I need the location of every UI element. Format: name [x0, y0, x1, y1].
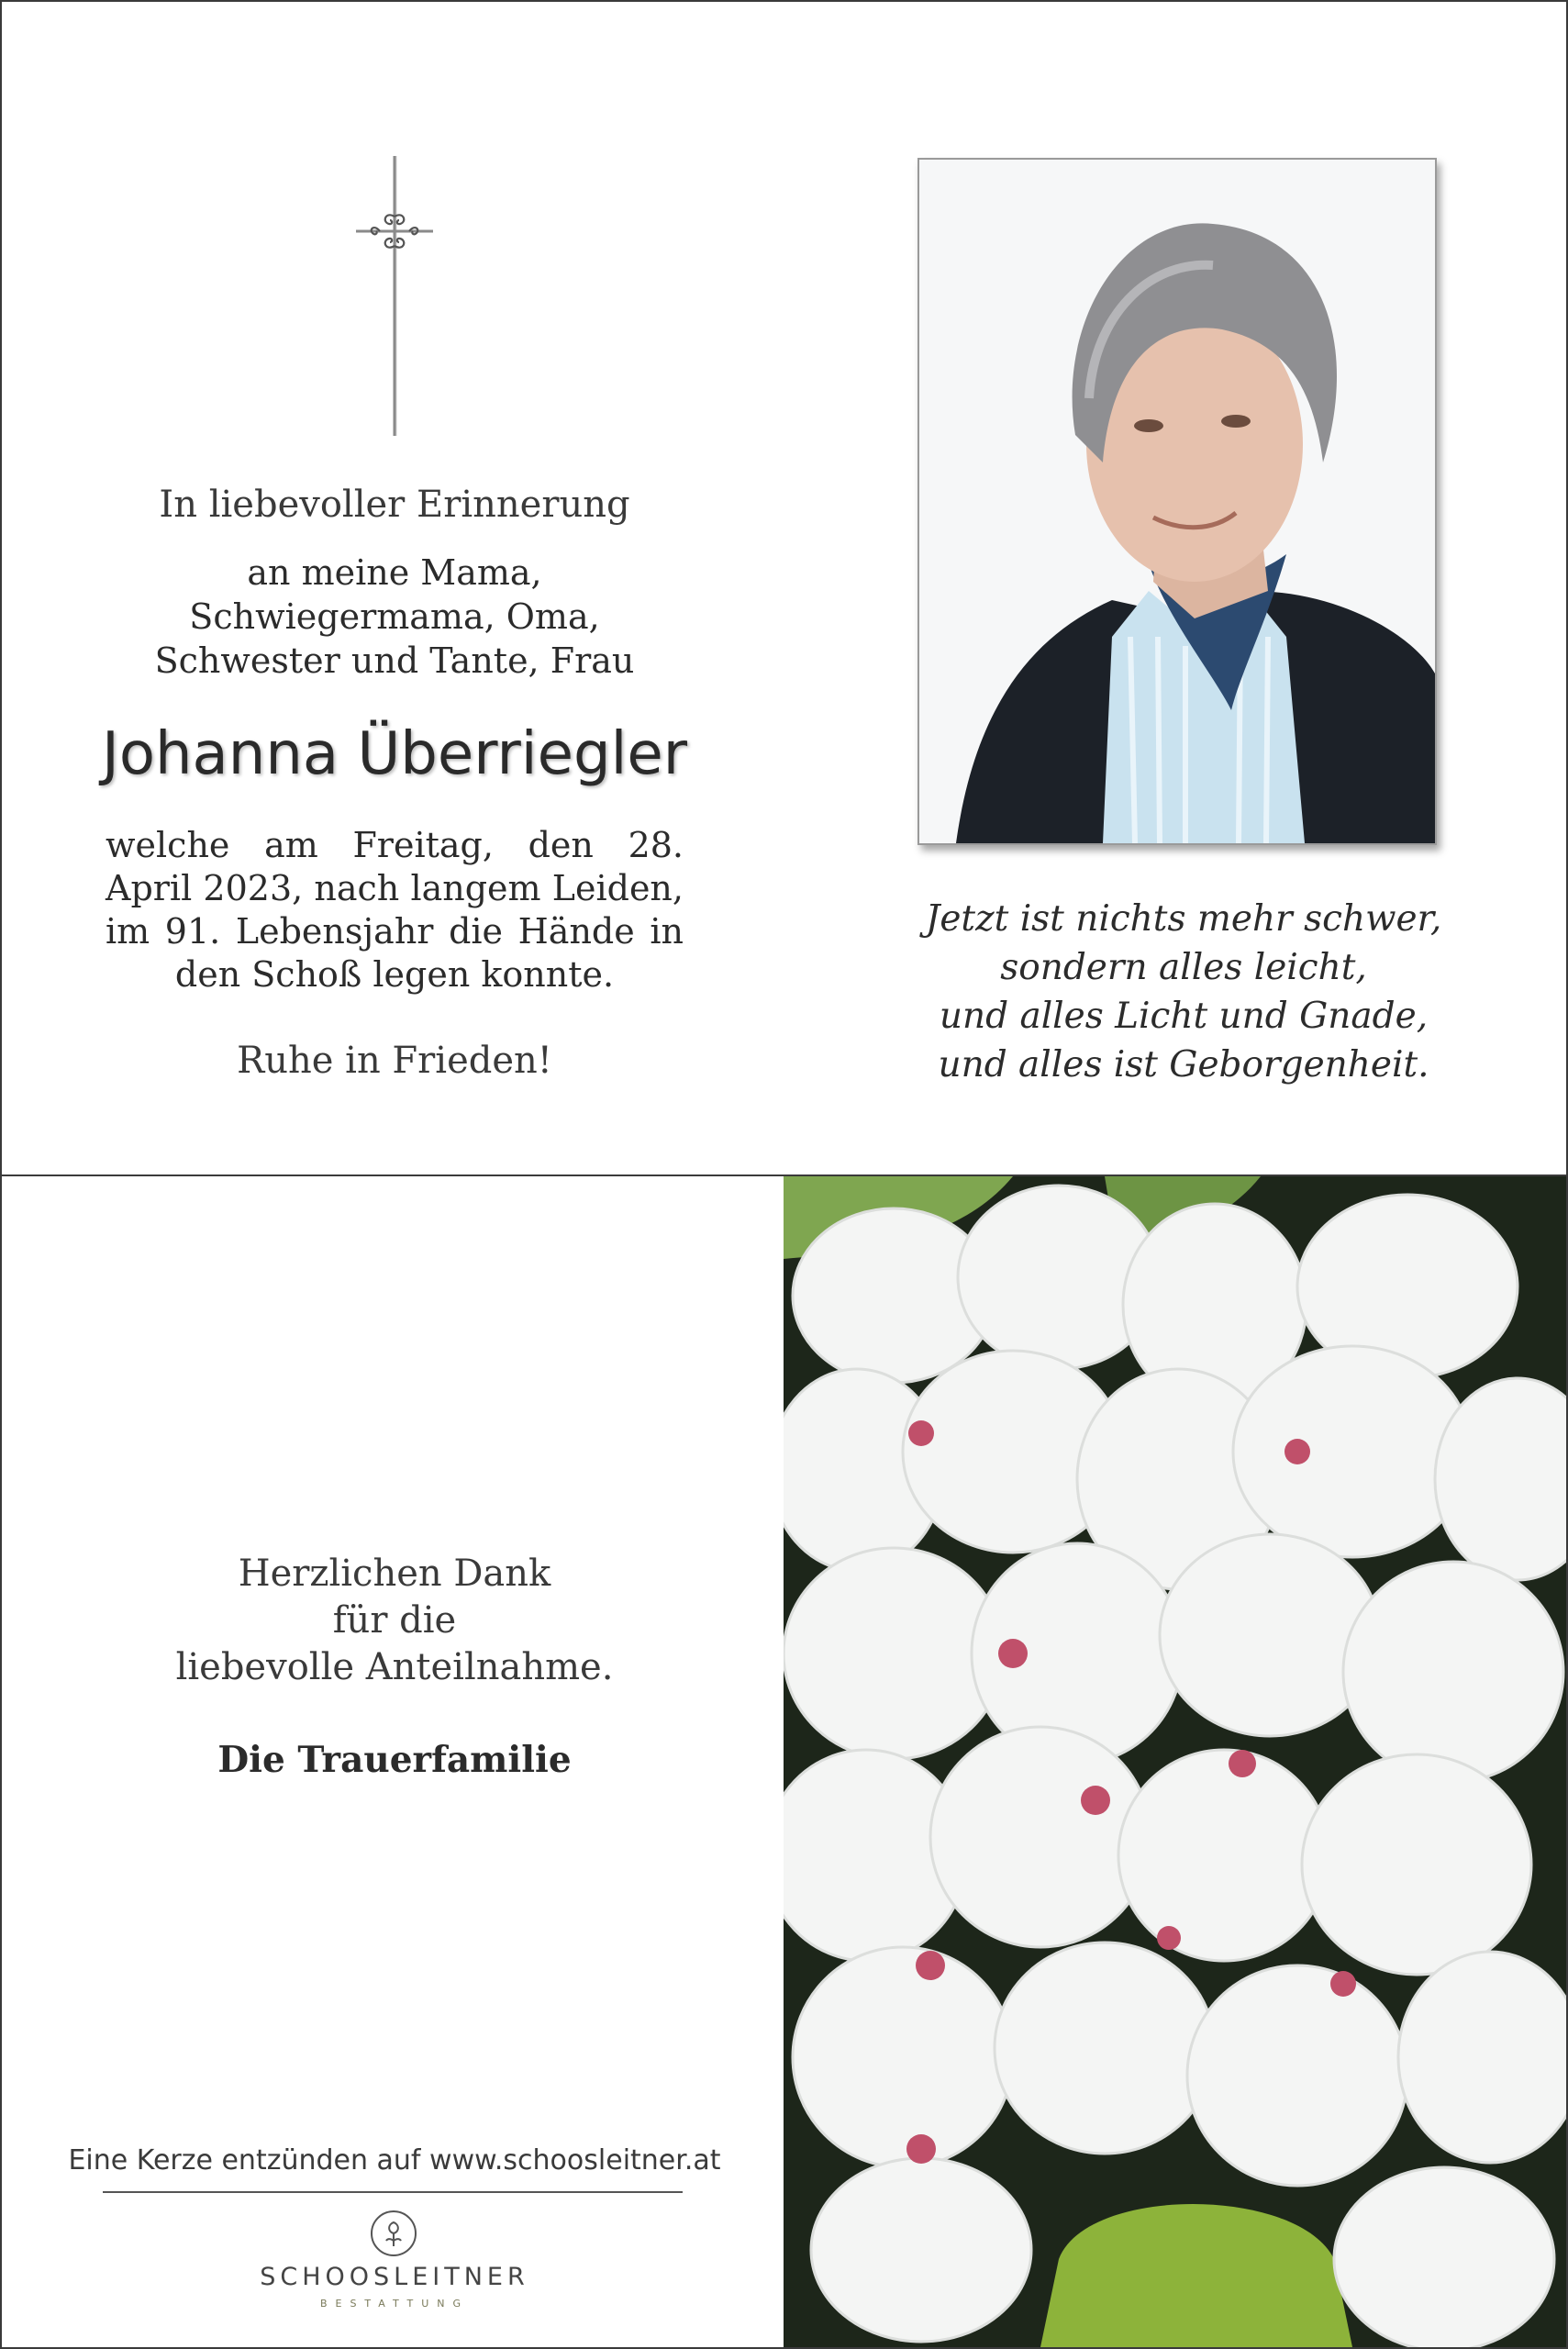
quote-line: sondern alles leicht,: [1000, 947, 1367, 988]
quote-line: und alles ist Geborgenheit.: [938, 1044, 1429, 1085]
logo-subtitle: BESTATTUNG: [319, 2298, 470, 2310]
quote-block: [908, 895, 1459, 1089]
farewell-text: Ruhe in Frieden!: [237, 1040, 552, 1082]
rose-logo-icon: [370, 2210, 417, 2257]
thanks-line: liebevolle Anteilnahme.: [175, 1646, 614, 1688]
relation-line: an meine Mama,: [247, 552, 542, 593]
relations-block: [101, 551, 688, 683]
thanks-block: [119, 1551, 670, 1691]
orchid-photo: [784, 1176, 1566, 2347]
memorial-intro: In liebevoller Erinnerung: [159, 484, 630, 526]
ornamental-cross-icon: [349, 156, 440, 436]
relation-line: Schwiegermama, Oma,: [189, 596, 600, 637]
thanks-line: für die: [332, 1599, 457, 1642]
death-notice: welche am Freitag, den 28. April 2023, nach langem Leiden, im 91. Lebensjahr die Hände in den Schoß legen konnte.: [106, 825, 684, 995]
quote-line: und alles Licht und Gnade,: [939, 996, 1429, 1037]
deceased-name: Johanna Überriegler: [101, 720, 688, 788]
family-signature: Die Trauerfamilie: [217, 1739, 572, 1781]
portrait-photo: [917, 158, 1437, 845]
candle-link-note[interactable]: Eine Kerze entzünden auf www.schoosleitner.at: [68, 2144, 721, 2176]
quote-line: Jetzt ist nichts mehr schwer,: [925, 898, 1442, 940]
relation-line: Schwester und Tante, Frau: [154, 640, 635, 681]
divider: [103, 2191, 683, 2193]
logo-name: SCHOOSLEITNER: [260, 2263, 529, 2291]
thanks-line: Herzlichen Dank: [238, 1553, 551, 1595]
